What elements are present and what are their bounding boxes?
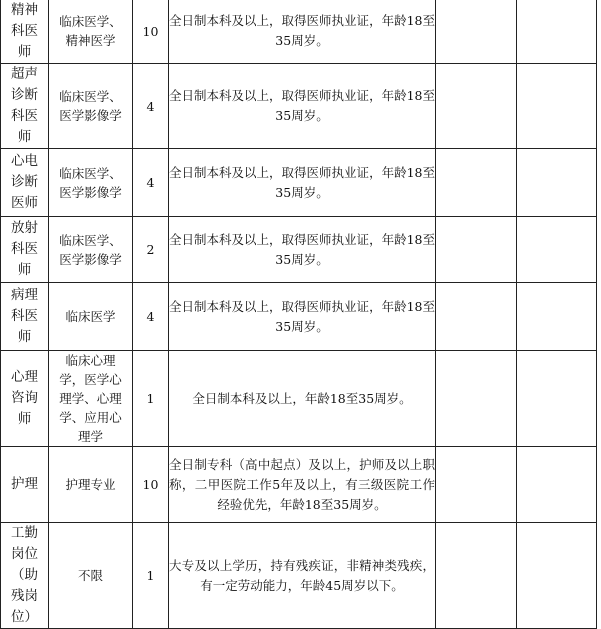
major-cell: 临床医学 [49,283,133,351]
position-cell: 工勤岗位（助残岗位） [1,523,49,629]
count-cell: 2 [133,217,169,283]
count-cell: 4 [133,64,169,149]
major-cell: 临床医学、精神医学 [49,0,133,64]
major-cell: 临床医学、医学影像学 [49,149,133,217]
requirement-cell: 全日制本科及以上，取得医师执业证，年龄18至35周岁。 [169,217,436,283]
position-cell: 心电诊断医师 [1,149,49,217]
count-cell: 4 [133,149,169,217]
position-cell: 超声诊断科医师 [1,64,49,149]
requirement-cell: 全日制本科及以上，取得医师执业证，年龄18至35周岁。 [169,283,436,351]
requirement-cell: 大专及以上学历，持有残疾证，非精神类残疾，有一定劳动能力，年龄45周岁以下。 [169,523,436,629]
empty-cell [436,523,517,629]
table-row [1,351,597,447]
empty-cell [436,447,517,523]
major-cell: 临床心理学，医学心理学、心理学、应用心理学 [49,351,133,447]
position-cell: 放射科医师 [1,217,49,283]
major-cell: 临床医学、医学影像学 [49,217,133,283]
empty-cell [436,0,517,64]
count-cell: 1 [133,523,169,629]
empty-cell [517,64,597,149]
empty-cell [517,0,597,64]
requirement-cell: 全日制本科及以上，取得医师执业证，年龄18至35周岁。 [169,149,436,217]
count-cell: 4 [133,283,169,351]
table-row [1,149,597,217]
empty-cell [436,283,517,351]
requirement-cell: 全日制本科及以上，取得医师执业证，年龄18至35周岁。 [169,64,436,149]
empty-cell [517,523,597,629]
empty-cell [517,149,597,217]
empty-cell [517,283,597,351]
table-row [1,447,597,523]
empty-cell [517,351,597,447]
empty-cell [436,149,517,217]
position-cell: 心理咨询师 [1,351,49,447]
major-cell: 护理专业 [49,447,133,523]
count-cell: 10 [133,447,169,523]
empty-cell [436,217,517,283]
empty-cell [436,351,517,447]
position-cell: 病理科医师 [1,283,49,351]
requirement-cell: 全日制本科及以上，年龄18至35周岁。 [169,351,436,447]
empty-cell [517,447,597,523]
position-cell: 精神科医师 [1,0,49,64]
table-row [1,217,597,283]
table-row [1,283,597,351]
empty-cell [517,217,597,283]
count-cell: 1 [133,351,169,447]
empty-cell [436,64,517,149]
table-row [1,0,597,64]
major-cell: 不限 [49,523,133,629]
table-row [1,523,597,629]
major-cell: 临床医学、医学影像学 [49,64,133,149]
requirement-cell: 全日制专科（高中起点）及以上，护师及以上职称，二甲医院工作5年及以上，有三级医院工作经验优先，年龄18至35周岁。 [169,447,436,523]
count-cell: 10 [133,0,169,64]
requirement-cell: 全日制本科及以上，取得医师执业证，年龄18至35周岁。 [169,0,436,64]
position-cell: 护理 [1,447,49,523]
table-row [1,64,597,149]
